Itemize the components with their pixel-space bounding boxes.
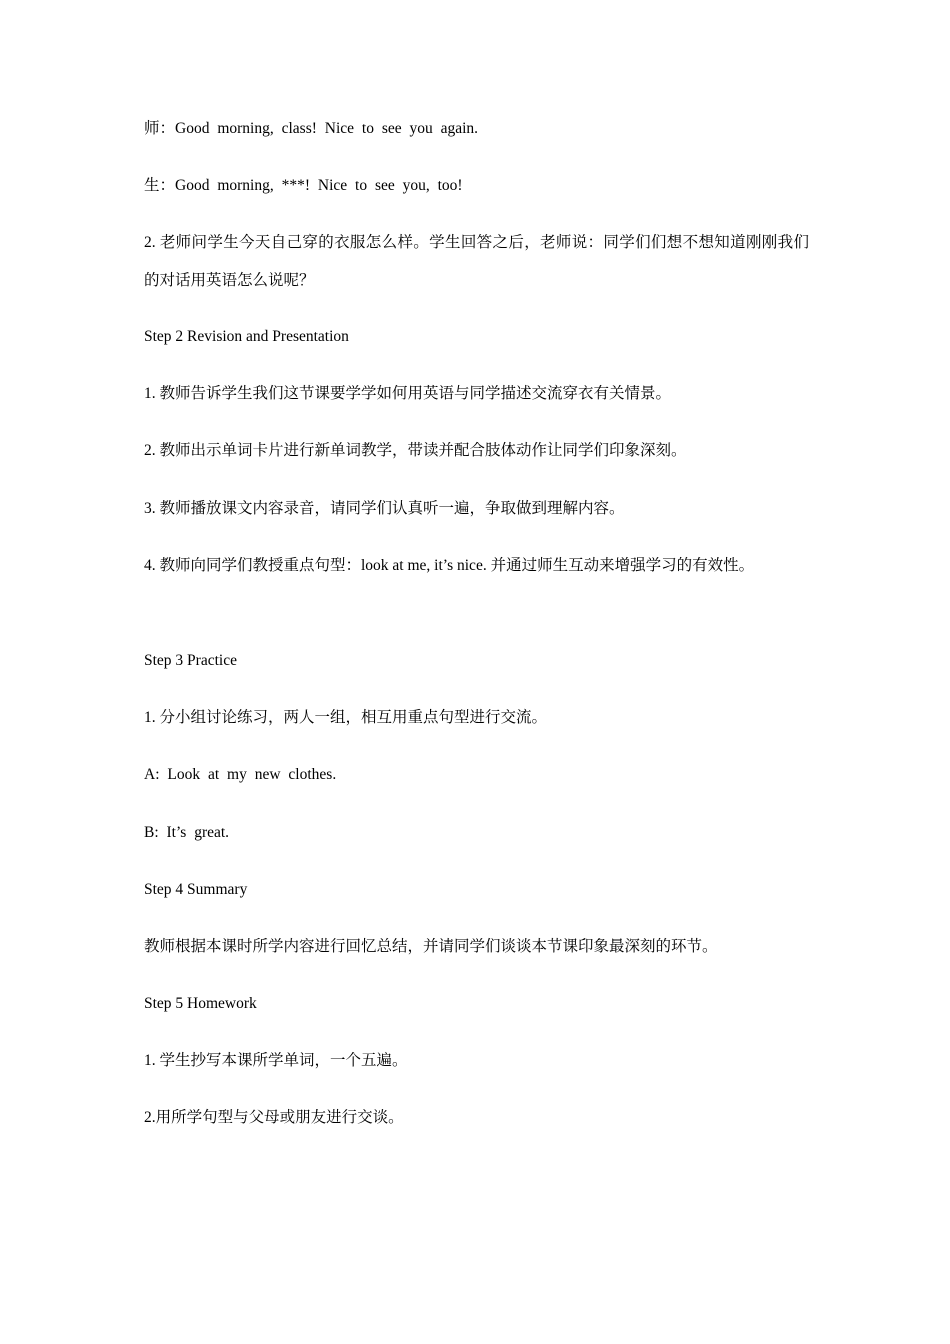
step3-dialogue-a: A: Look at my new clothes. <box>144 766 337 783</box>
step1-item-2: 2. 老师问学生今天自己穿的衣服怎么样。学生回答之后，老师说：同学们们想不想知道刚刚我们的对话用英语怎么说呢？ <box>144 234 809 289</box>
dialogue-student-line: 生：Good morning, ***! Nice to see you, too! <box>144 177 463 194</box>
step2-heading: Step 2 Revision and Presentation <box>144 328 349 345</box>
step5-heading: Step 5 Homework <box>144 995 257 1012</box>
step3-item-1: 1. 分小组讨论练习，两人一组，相互用重点句型进行交流。 <box>144 709 548 726</box>
step3-heading: Step 3 Practice <box>144 652 237 669</box>
step2-item-4: 4. 教师向同学们教授重点句型：look at me, it’s nice. 并通过师生互动来增强学习的有效性。 <box>144 557 755 574</box>
step2-item-3: 3. 教师播放课文内容录音，请同学们认真听一遍，争取做到理解内容。 <box>144 500 625 517</box>
step3-dialogue-b: B: It’s great. <box>144 824 230 841</box>
step2-item-1: 1. 教师告诉学生我们这节课要学学如何用英语与同学描述交流穿衣有关情景。 <box>144 385 672 402</box>
step4-text: 教师根据本课时所学内容进行回忆总结，并请同学们谈谈本节课印象最深刻的环节。 <box>144 938 718 955</box>
step2-item-2: 2. 教师出示单词卡片进行新单词教学，带读并配合肢体动作让同学们印象深刻。 <box>144 442 687 459</box>
step5-item-1: 1. 学生抄写本课所学单词，一个五遍。 <box>144 1052 408 1069</box>
step4-heading: Step 4 Summary <box>144 881 248 898</box>
step5-item-2: 2.用所学句型与父母或朋友进行交谈。 <box>144 1109 404 1126</box>
dialogue-teacher-line: 师：Good morning, class! Nice to see you again. <box>144 120 479 137</box>
